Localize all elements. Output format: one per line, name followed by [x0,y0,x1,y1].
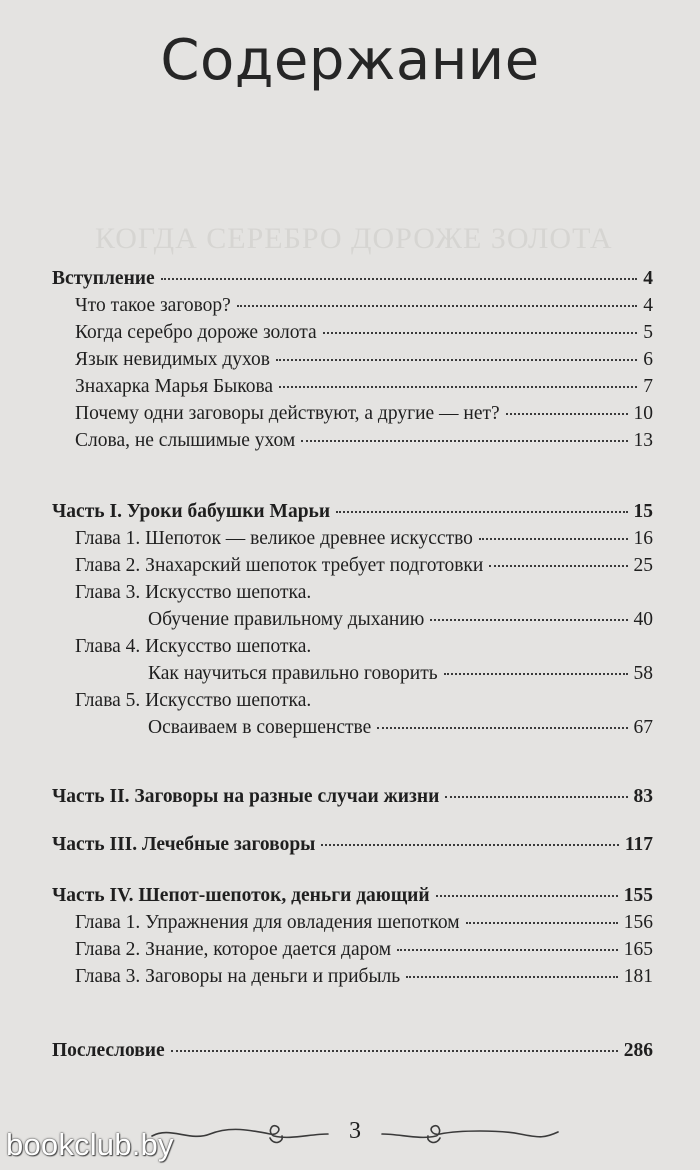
leader-dots [466,922,618,924]
toc-entry[interactable] [75,292,653,319]
toc-page-number: 6 [643,349,653,370]
page-title: Содержание [160,28,540,93]
leader-dots [489,565,627,567]
toc-page-number: 156 [623,912,653,933]
leader-dots [336,511,627,513]
page-number: 3 [349,1118,361,1144]
bleed-through-text: КОГДА СЕРЕБРО ДОРОЖЕ ЗОЛОТА [95,222,613,255]
toc-page-number: 4 [643,295,653,316]
leader-dots [377,727,627,729]
toc-page-number: 13 [633,430,653,451]
toc-page-number: 40 [633,609,653,630]
toc-entry-label: Глава 3. Заговоры на деньги и прибыль [75,966,401,987]
leader-dots [323,332,638,334]
toc-page-number: 16 [633,528,653,549]
leader-dots [506,413,628,415]
toc-entry-part-2[interactable] [52,783,653,810]
toc-entry-label: Обучение правильному дыханию [148,609,425,630]
toc-entry[interactable] [148,660,653,687]
leader-dots [279,386,637,388]
toc-entry-label: Глава 2. Знание, которое дается даром [75,939,392,960]
toc-page-number: 5 [643,322,653,343]
toc-entry[interactable] [75,400,653,427]
toc-entry-part-4[interactable] [52,882,653,909]
toc-entry-label: Глава 1. Упражнения для овладения шепотком [75,912,460,933]
page-footer [150,1112,560,1152]
toc-entry[interactable] [75,963,653,990]
toc-page-number: 117 [624,834,653,855]
leader-dots [479,538,628,540]
toc-entry[interactable] [75,427,653,454]
leader-dots [444,673,628,675]
toc-entry-intro[interactable] [52,265,653,292]
toc-entry-afterword[interactable] [52,1037,653,1064]
toc-page-number: 83 [633,786,653,807]
leader-dots [430,619,627,621]
toc-entry[interactable] [75,909,653,936]
toc-entry[interactable] [148,606,653,633]
toc-entry-label: Послесловие [52,1040,165,1061]
toc-page-number: 25 [633,555,653,576]
toc-entry[interactable] [75,373,653,400]
toc-entry-label: Когда серебро дороже золота [75,322,317,343]
leader-dots [161,278,638,280]
toc-page-number: 286 [623,1040,653,1061]
leader-dots [321,844,618,846]
toc-entry[interactable] [75,525,653,552]
watermark: bookclub.by [6,1127,174,1162]
toc-entry-part-3[interactable] [52,831,653,858]
toc-page-number: 155 [623,885,653,906]
toc-entry-label: Часть IV. Шепот-шепоток, деньги дающий [52,885,430,906]
leader-dots [436,895,618,897]
toc-entry-label: Глава 3. Искусство шепотка. [75,582,312,603]
toc-entry-label: Вступление [52,268,155,289]
toc-page-number: 58 [633,663,653,684]
leader-dots [171,1050,618,1052]
toc-entry[interactable] [75,346,653,373]
toc-page-number: 181 [623,966,653,987]
toc-entry-label: Осваиваем в совершенстве [148,717,372,738]
toc-entry-label: Часть II. Заговоры на разные случаи жизни [52,786,440,807]
leader-dots [237,305,637,307]
toc-entry-part-1[interactable] [52,498,653,525]
toc-page-number: 67 [633,717,653,738]
toc-entry-label: Глава 4. Искусство шепотка. [75,636,312,657]
toc-entry[interactable] [148,714,653,741]
toc-entry-label: Язык невидимых духов [75,349,270,370]
leader-dots [445,796,627,798]
toc-entry-label: Что такое заговор? [75,295,231,316]
toc-page-number: 10 [633,403,653,424]
toc-entry[interactable] [75,552,653,579]
toc-entry-label: Знахарка Марья Быкова [75,376,274,397]
toc-entry[interactable] [75,936,653,963]
toc-entry-label: Слова, не слышимые ухом [75,430,296,451]
toc-page-number: 15 [633,501,653,522]
toc-entry-label: Часть I. Уроки бабушки Марьи [52,501,331,522]
toc-page-number: 165 [623,939,653,960]
toc-entry[interactable] [75,319,653,346]
toc-page-number: 7 [643,376,653,397]
leader-dots [301,440,627,442]
toc-entry-label: Часть III. Лечебные заговоры [52,834,316,855]
toc-entry-label: Глава 1. Шепоток — великое древнее искусство [75,528,473,549]
toc-entry-label: Глава 5. Искусство шепотка. [75,690,312,711]
leader-dots [397,949,618,951]
leader-dots [276,359,637,361]
toc-entry-label: Почему одни заговоры действуют, а другие — нет? [75,403,500,424]
toc-entry-label: Как научиться правильно говорить [148,663,438,684]
toc-page-number: 4 [643,268,653,289]
leader-dots [406,976,618,978]
toc-entry-label: Глава 2. Знахарский шепоток требует подготовки [75,555,484,576]
